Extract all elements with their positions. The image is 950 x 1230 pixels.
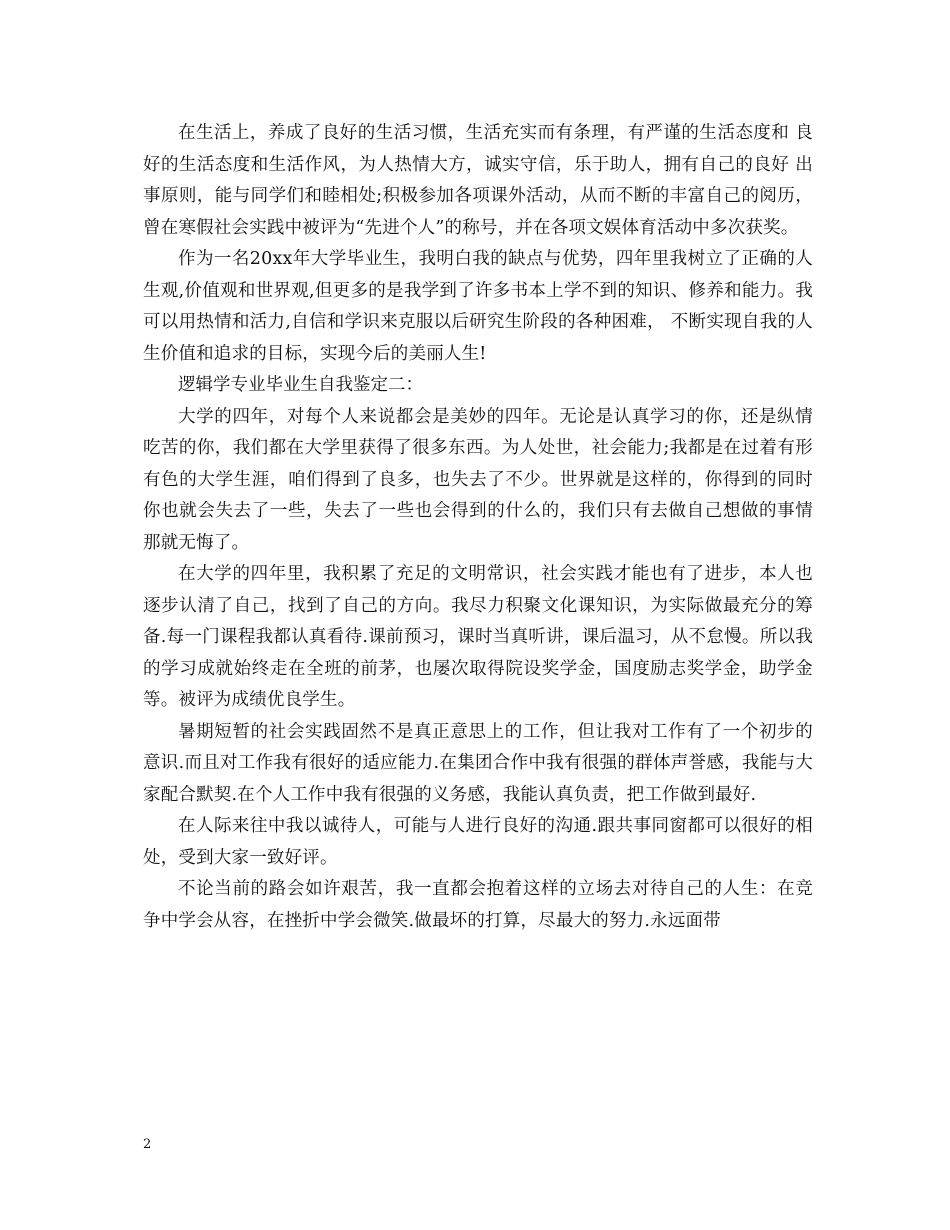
paragraph-interpersonal: 在人际来往中我以诚待人，可能与人进行良好的沟通.跟共事同窗都可以很好的相处，受到大家一致好评。 (143, 816, 813, 868)
section-heading: 逻辑学专业毕业生自我鉴定二： (178, 375, 423, 395)
document-body (143, 118, 813, 937)
paragraph-daily-life: 在生活上，养成了良好的生活习惯，生活充实而有条理，有严谨的生活态度和 良好的生活态度和生活作风，为人热情大方，诚实守信，乐于助人，拥有自己的良好 出事原则，能与同学们和睦相处;积极参加各项课外活动，从而不断的丰富自己的阅历，曾在寒假社会实践中被评为“先进个人”的称号，并在各项文娱体育活动中多次获奖。 (143, 123, 813, 238)
paragraph-study: 在大学的四年里，我积累了充足的文明常识，社会实践才能也有了进步，本人也逐步认清了自己，找到了自己的方向。我尽力积聚文化课知识，为实际做最充分的筹备.每一门课程我都认真看待.课前预习，课时当真听讲，课后温习，从不怠慢。所以我的学习成就始终走在全班的前茅，也屡次取得院设奖学金，国度励志奖学金，助学金等。被评为成绩优良学生。 (143, 564, 813, 710)
paragraph-four-years: 大学的四年，对每个人来说都会是美妙的四年。无论是认真学习的你，还是纵情吃苦的你，我们都在大学里获得了很多东西。为人处世，社会能力;我都是在过着有形有色的大学生涯，咱们得到了良多，也失去了不少。世界就是这样的，你得到的同时你也就会失去了一些，失去了一些也会得到的什么的，我们只有去做自己想做的事情那就无悔了。 (143, 406, 813, 553)
paragraph-attitude: 不论当前的路会如许艰苦，我一直都会抱着这样的立场去对待自己的人生：在竞争中学会从容，在挫折中学会微笑.做最坏的打算，尽最大的努力.永远面带 (143, 879, 813, 931)
paragraph-graduate-summary: 作为一名20xx年大学毕业生，我明白我的缺点与优势，四年里我树立了正确的人生观,价值观和世界观,但更多的是我学到了许多书本上学不到的知识、修养和能力。我可以用热情和活力,自信和学识来克服以后研究生阶段的各种困难， 不断实现自我的人生价值和追求的目标，实现今后的美丽人生! (143, 249, 813, 364)
page-number: 2 (143, 1137, 152, 1152)
paragraph-practice: 暑期短暂的社会实践固然不是真正意思上的工作，但让我对工作有了一个初步的意识.而且对工作我有很好的适应能力.在集团合作中我有很强的群体声誉感，我能与大家配合默契.在个人工作中我有很强的义务感，我能认真负责，把工作做到最好. (143, 721, 813, 805)
